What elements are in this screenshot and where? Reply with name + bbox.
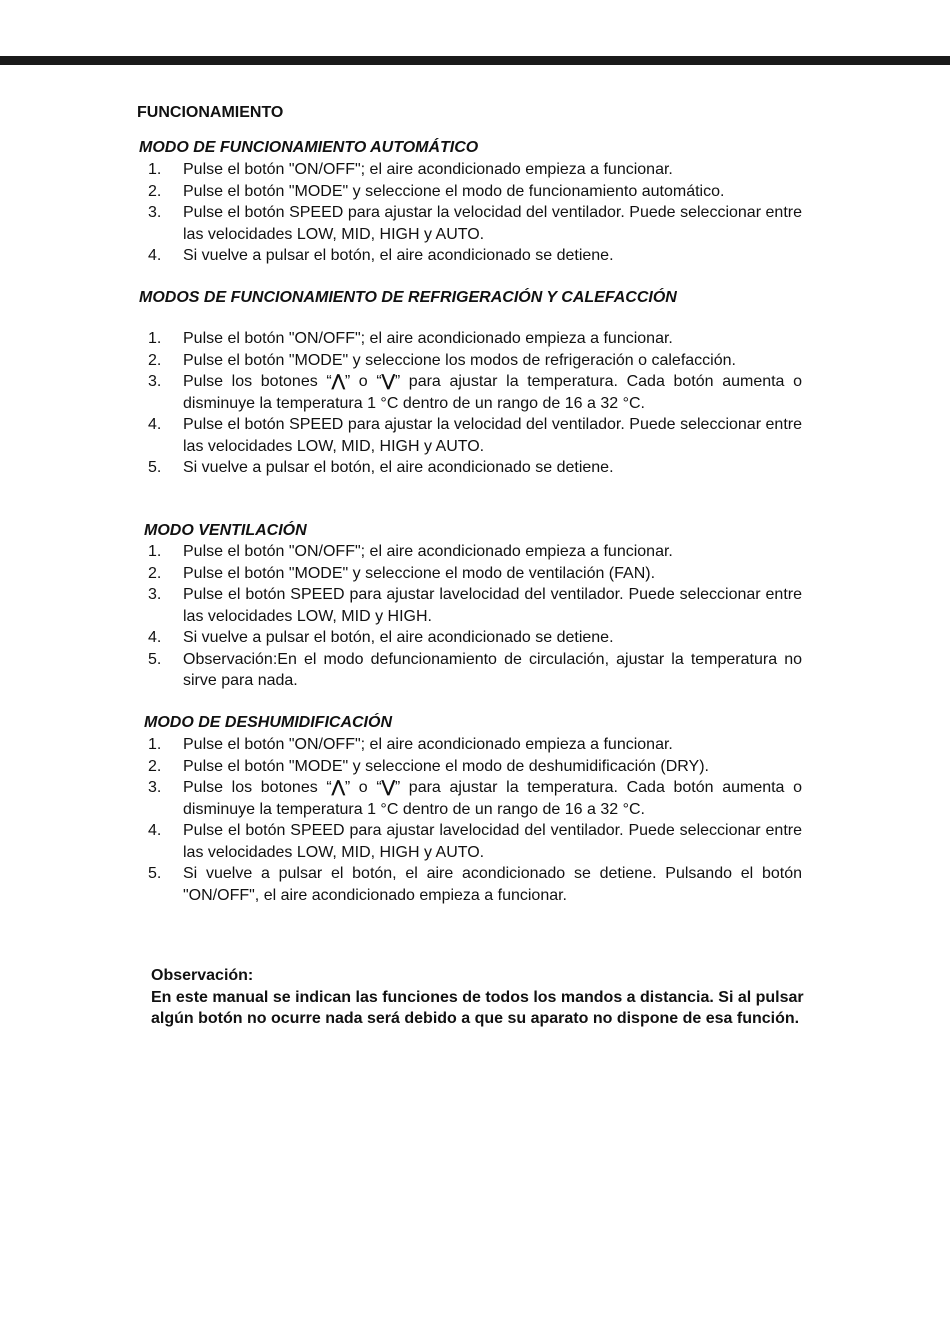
down-arrow-icon: ⋁ bbox=[381, 373, 395, 390]
list-item: 3. Pulse los botones “⋀” o “⋁” para ajustar la temperatura. Cada botón aumenta o disminuye la temperatura 1 °C dentro de un rango de 16 a 32 °C. bbox=[148, 779, 803, 818]
list-item: 2. Pulse el botón "MODE" y seleccione el modo de funcionamiento automático. bbox=[148, 182, 725, 200]
list-item: 2. Pulse el botón "MODE" y seleccione el modo de ventilación (FAN). bbox=[148, 564, 656, 582]
list-item: 5. Si vuelve a pulsar el botón, el aire acondicionado se detiene. bbox=[148, 459, 614, 476]
list-item: 5. Observación:En el modo defuncionamiento de circulación, ajustar la temperatura no sirve para nada. bbox=[148, 650, 802, 689]
list-item: 1. Pulse el botón "ON/OFF"; el aire acondicionado empieza a funcionar. bbox=[148, 161, 673, 178]
list-item: 4. Si vuelve a pulsar el botón, el aire acondicionado se detiene. bbox=[148, 629, 614, 646]
section-title-dry: MODO DE DESHUMIDIFICACIÓN bbox=[144, 714, 392, 731]
list-item: 3. Pulse los botones “⋀” o “⋁” para ajustar la temperatura. Cada botón aumenta o disminuye la temperatura 1 °C dentro de un rango de 16 a 32 °C. bbox=[148, 373, 803, 412]
section-list-dry bbox=[148, 734, 802, 906]
list-item: 4. Pulse el botón SPEED para ajustar la velocidad del ventilador. Puede seleccionar entre las velocidades LOW, MID, HIGH y AUTO. bbox=[148, 416, 802, 455]
list-item: 3. Pulse el botón SPEED para ajustar la velocidad del ventilador. Puede seleccionar entre las velocidades LOW, MID, HIGH y AUTO. bbox=[148, 204, 802, 243]
up-arrow-icon: ⋀ bbox=[331, 779, 345, 796]
section-title-cooling-heating: MODOS DE FUNCIONAMIENTO DE REFRIGERACIÓN Y CALEFACCIÓN bbox=[139, 289, 677, 306]
section-title-auto: MODO DE FUNCIONAMIENTO AUTOMÁTICO bbox=[139, 139, 479, 156]
list-item: 1. Pulse el botón "ON/OFF"; el aire acondicionado empieza a funcionar. bbox=[148, 736, 673, 753]
list-item: 3. Pulse el botón SPEED para ajustar lavelocidad del ventilador. Puede seleccionar entre las velocidades LOW, MID y HIGH. bbox=[148, 586, 802, 625]
list-item: 2. Pulse el botón "MODE" y seleccione los modos de refrigeración o calefacción. bbox=[148, 351, 736, 369]
section-list-cooling-heating bbox=[148, 328, 802, 479]
note-title: Observación: bbox=[151, 967, 254, 984]
list-item: 2. Pulse el botón "MODE" y seleccione el modo de deshumidificación (DRY). bbox=[148, 757, 709, 775]
list-item: 5. Si vuelve a pulsar el botón, el aire acondicionado se detiene. Pulsando el botón "ON/OFF", el aire acondicionado empieza a funcionar. bbox=[148, 865, 802, 904]
down-arrow-icon: ⋁ bbox=[381, 779, 395, 796]
list-item: 1. Pulse el botón "ON/OFF"; el aire acondicionado empieza a funcionar. bbox=[148, 330, 673, 347]
section-title-fan: MODO VENTILACIÓN bbox=[144, 522, 307, 539]
section-list-fan bbox=[148, 541, 802, 692]
list-item: 4. Pulse el botón SPEED para ajustar lavelocidad del ventilador. Puede seleccionar entre las velocidades LOW, MID, HIGH y AUTO. bbox=[148, 822, 802, 861]
note-box bbox=[151, 965, 821, 1030]
list-item: 1. Pulse el botón "ON/OFF"; el aire acondicionado empieza a funcionar. bbox=[148, 543, 673, 560]
top-rule bbox=[0, 56, 950, 65]
note-text: En este manual se indican las funciones de todos los mandos a distancia. Si al pulsar algún botón no ocurre nada será debido a que su aparato no dispone de esa función. bbox=[151, 988, 804, 1027]
section-list-auto bbox=[148, 159, 802, 267]
up-arrow-icon: ⋀ bbox=[331, 373, 345, 390]
page-title: FUNCIONAMIENTO bbox=[137, 104, 284, 121]
list-item: 4. Si vuelve a pulsar el botón, el aire acondicionado se detiene. bbox=[148, 247, 614, 264]
